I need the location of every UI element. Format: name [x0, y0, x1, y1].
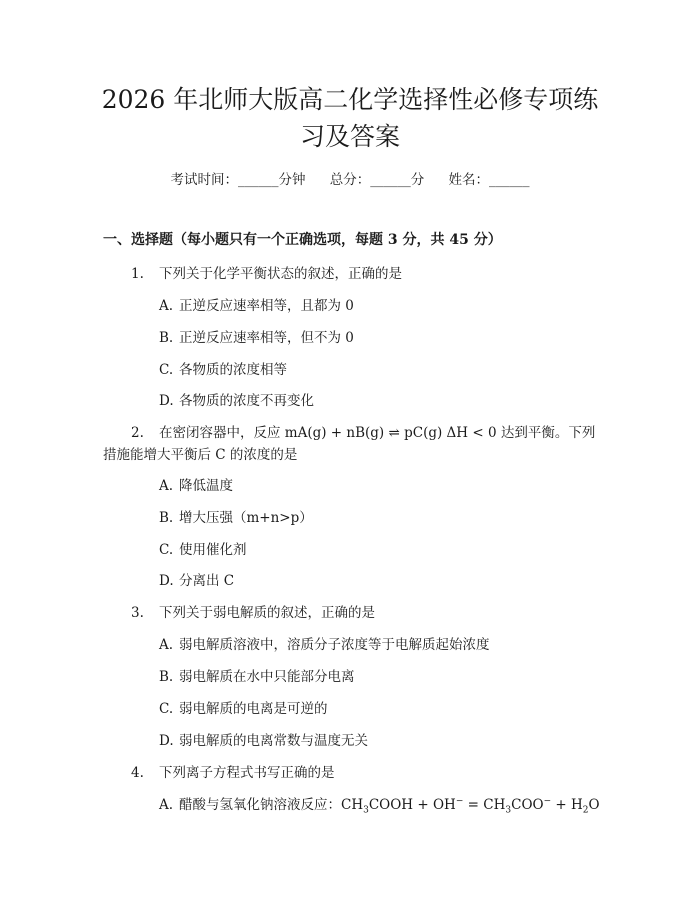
option-letter: D. [159, 573, 174, 589]
option-text: 降低温度 [179, 478, 233, 494]
option-letter: D. [159, 393, 174, 409]
option-text: 弱电解质的电离常数与温度无关 [179, 733, 368, 749]
option-letter: B. [159, 510, 174, 526]
eq-part: COO [511, 797, 544, 813]
eq-part: + H [551, 797, 583, 813]
question-4-stem [131, 761, 335, 781]
option-text: 弱电解质的电离是可逆的 [179, 701, 328, 717]
option-letter: A. [159, 478, 174, 494]
exam-info-row [0, 168, 700, 188]
eq-part: O [588, 797, 600, 813]
question-2-stem [131, 421, 595, 441]
exam-time-label: 考试时间：______分钟 [170, 172, 306, 188]
question-2-option-d [159, 569, 234, 589]
question-1-option-c [159, 358, 287, 378]
question-2-stem-continued: 措施能增大平衡后 C 的浓度的是 [103, 447, 298, 463]
question-text: 下列关于弱电解质的叙述，正确的是 [159, 605, 375, 621]
option-text: 各物质的浓度不再变化 [179, 393, 314, 409]
question-3-option-a [159, 633, 490, 653]
question-1-stem [131, 262, 402, 282]
eq-part: CH [341, 797, 364, 813]
question-3-stem [131, 601, 375, 621]
question-number: 1. [131, 266, 144, 282]
ionic-equation [341, 796, 600, 816]
option-letter: C. [159, 362, 174, 378]
question-4-option-a [159, 793, 600, 816]
question-2-option-a [159, 474, 233, 494]
option-letter: A. [159, 797, 174, 813]
question-1-option-b [159, 326, 354, 346]
option-letter: D. [159, 733, 174, 749]
eq-part: = CH [463, 797, 506, 813]
question-number: 3. [131, 605, 144, 621]
question-text: 在密闭容器中，反应 mA(g) + nB(g) ⇌ pC(g) ΔH < 0 达到平衡。下列 [159, 425, 596, 441]
question-number: 2. [131, 425, 144, 441]
question-text: 下列离子方程式书写正确的是 [159, 765, 335, 781]
question-2-option-c [159, 538, 247, 558]
option-text: 各物质的浓度相等 [179, 362, 287, 378]
question-1-option-d [159, 389, 314, 409]
exam-name-label: 姓名：______ [448, 172, 530, 188]
eq-subscript: 3 [363, 805, 369, 816]
question-text: 下列关于化学平衡状态的叙述，正确的是 [159, 266, 402, 282]
option-text: 增大压强（m+n>p） [179, 510, 313, 526]
option-text: 使用催化剂 [179, 542, 247, 558]
option-text: 弱电解质在水中只能部分电离 [179, 669, 355, 685]
eq-subscript: 3 [505, 805, 512, 816]
option-letter: A. [159, 298, 174, 314]
eq-superscript: − [455, 796, 464, 807]
eq-subscript: 2 [582, 805, 589, 816]
question-1-option-a [159, 294, 354, 314]
question-2-option-b [159, 506, 313, 526]
option-letter: B. [159, 669, 174, 685]
option-letter: C. [159, 542, 174, 558]
option-letter: B. [159, 330, 174, 346]
option-text: 弱电解质溶液中，溶质分子浓度等于电解质起始浓度 [179, 637, 490, 653]
document-title-line1: 2026 年北师大版高二化学选择性必修专项练 [101, 85, 599, 114]
question-3-option-c [159, 697, 328, 717]
eq-part: COOH + OH [368, 797, 456, 813]
question-3-option-b [159, 665, 355, 685]
question-3-option-d [159, 729, 368, 749]
eq-superscript: − [543, 796, 552, 807]
option-text: 正逆反应速率相等，且都为 0 [179, 298, 354, 314]
exam-score-label: 总分：______分 [329, 172, 425, 188]
option-letter: C. [159, 701, 174, 717]
document-title-line2: 习及答案 [299, 122, 400, 151]
option-text: 醋酸与氢氧化钠溶液反应： [179, 797, 341, 813]
option-letter: A. [159, 637, 174, 653]
question-number: 4. [131, 765, 144, 781]
option-text: 正逆反应速率相等，但不为 0 [179, 330, 354, 346]
section-heading: 一、选择题（每小题只有一个正确选项，每题 3 分，共 45 分） [103, 232, 502, 248]
option-text: 分离出 C [179, 573, 235, 589]
